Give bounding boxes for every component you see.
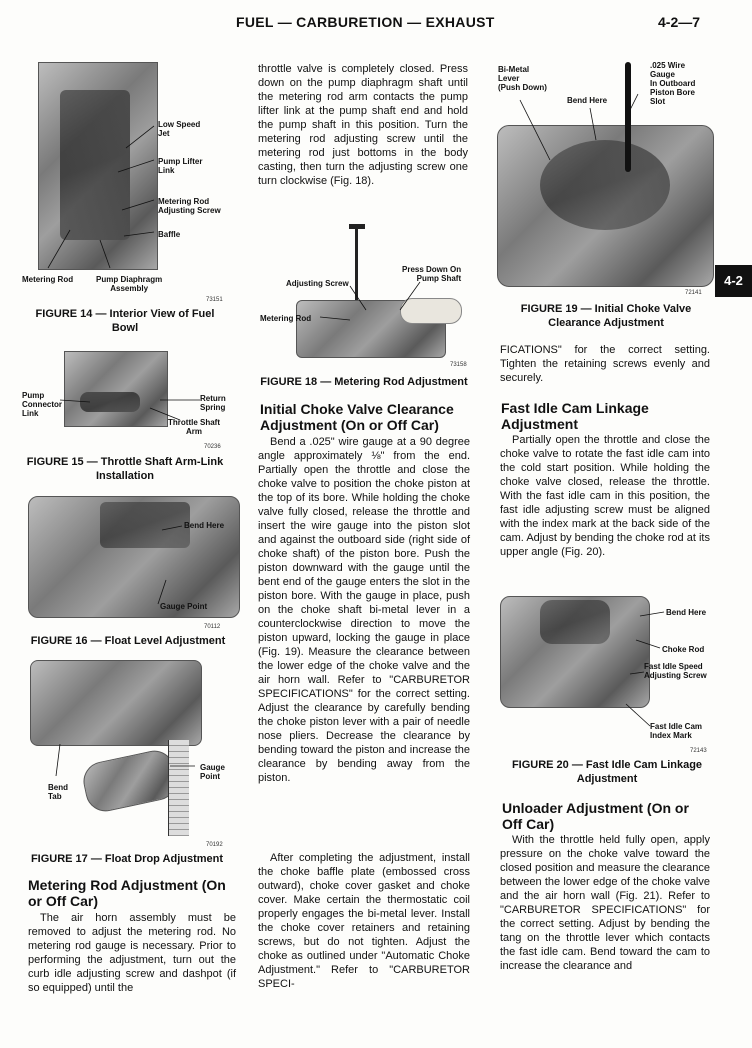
page-header xyxy=(0,14,752,38)
fig20-label-bend-here: Bend Here xyxy=(666,608,707,617)
fig17-number: 70192 xyxy=(206,842,223,848)
fig17-label-bend-tab: Bend Tab xyxy=(48,783,68,801)
fig16-label-gauge-point: Gauge Point xyxy=(160,602,208,611)
fig14-number: 73151 xyxy=(206,297,223,303)
fig19-number: 72141 xyxy=(685,290,702,296)
col3-paragraph-2: Partially open the throttle and close the choke valve to rotate the fast idle cam into the cold start position. While holding the choke valve closed, release the throttle. With the fast idle cam in this position, the fast idle adjusting screw must be aligned with the index mark at the back side of the cam. Adjust by bending the choke rod at its upper angle (Fig. 20). xyxy=(500,434,710,558)
fig18-label-metering-rod: Metering Rod xyxy=(260,314,312,323)
fig18-label-adjusting-screw: Adjusting Screw xyxy=(286,279,349,288)
figure-17-photo xyxy=(30,660,202,746)
col1-heading: Metering Rod Adjustment (On or Off Car) xyxy=(28,877,226,909)
fig15-caption: FIGURE 15 — Throttle Shaft Arm-Link Installation xyxy=(26,456,224,482)
fig14-label-baffle: Baffle xyxy=(158,230,181,239)
fig14-label-pump-diaphragm: Pump Diaphragm Assembly xyxy=(96,275,163,293)
figure-18-tool-handle xyxy=(349,224,365,229)
fig18-number: 73158 xyxy=(450,362,467,368)
fig14-caption: FIGURE 14 — Interior View of Fuel Bowl xyxy=(35,308,215,334)
fig19-label-bend-here: Bend Here xyxy=(567,96,608,105)
col3-paragraph-1: FICATIONS" for the correct setting. Tighten the retaining screws evenly and securely. xyxy=(500,344,710,384)
col2-paragraph-3: After completing the adjustment, install the choke baffle plate (embossed cross outward), choke cover gasket and choke cover. Make certain the thermostatic coil properly engages the bi-metal lever. Install the choke cover retainers and retaining screws, but do not tighten. Adjust the choke as outlined under "Automatic Choke Adjustment." Refer to "CARBURETOR SPECI- xyxy=(258,852,470,990)
section-tab: 4-2 xyxy=(715,265,752,297)
fig20-number: 72143 xyxy=(690,748,707,754)
fig19-label-wire-gauge: .025 Wire Gauge In Outboard Piston Bore Slot xyxy=(650,61,696,106)
fig17-caption: FIGURE 17 — Float Drop Adjustment xyxy=(30,853,224,865)
fig14-label-metering-rod: Metering Rod xyxy=(22,275,74,284)
fig16-number: 70112 xyxy=(204,624,221,630)
section-title: FUEL — CARBURETION — EXHAUST xyxy=(236,14,495,30)
fig16-caption: FIGURE 16 — Float Level Adjustment xyxy=(30,635,226,647)
col3-paragraph-3: With the throttle held fully open, apply pressure on the choke valve toward the closed position and measure the clearance between the lower edge of the choke valve and the air horn wall (Fig. 21). Refer to "CARBURETOR SPECIFICATIONS" for the correct setting. Adjust by bending the tang on the throttle lever which contacts the fast idle cam. Bend toward the cam to increase the clearance and xyxy=(500,834,710,972)
fig20-caption: FIGURE 20 — Fast Idle Cam Linkage Adjustment xyxy=(511,759,703,785)
fig18-caption: FIGURE 18 — Metering Rod Adjustment xyxy=(260,376,468,388)
fig14-label-pump-lifter-link: Pump Lifter Link xyxy=(158,157,203,175)
fig19-label-bimetal-lever: Bi-Metal Lever (Push Down) xyxy=(498,65,547,92)
fig20-label-choke-rod: Choke Rod xyxy=(662,645,705,654)
col2-paragraph-1: throttle valve is completely closed. Press down on the pump diaphragm shaft until the metering rod arm contacts the pump lifter link at the pump shaft end and hold the pump shaft in this position. Turn the metering rod adjusting screw until the metering rod just bottoms in the body casting, then turn the adjusting screw one turn clockwise (Fig. 18). xyxy=(258,63,468,187)
fig20-label-fast-idle-speed-screw: Fast Idle Speed Adjusting Screw xyxy=(644,662,707,680)
figure-14-leaders xyxy=(30,60,160,275)
fig15-label-pump-connector-link: Pump Connector Link xyxy=(22,391,62,418)
fig19-caption: FIGURE 19 — Initial Choke Valve Clearance Adjustment xyxy=(520,303,692,329)
fig17-label-gauge-point: Gauge Point xyxy=(200,763,225,781)
col3-heading-2: Unloader Adjustment (On or Off Car) xyxy=(502,800,689,832)
page-number: 4-2—7 xyxy=(658,14,701,30)
fig15-number: 70236 xyxy=(204,444,221,450)
fig14-label-low-speed-jet: Low Speed Jet xyxy=(158,120,201,138)
fig20-label-fast-idle-cam-index: Fast Idle Cam Index Mark xyxy=(650,722,703,740)
col2-paragraph-2: Bend a .025" wire gauge at a 90 degree angle approximately ⅛" from the end. Partially open the throttle and close the choke valve to position the choke piston at the top of its bore. While holding the choke valve fully closed, release the throttle and insert the wire gauge into the piston slot and against the outboard side (right side of choke shaft) of the piston bore. Push the piston downward with the gauge until the bent end of the gauge enters the slot in the piston bore. With the gauge in place, push on the choke shaft bi-metal lever in a counterclockwise direction to move the piston upward, locking the gauge in place (Fig. 19). Measure the clearance between the lower edge of the choke valve and the air horn wall. Refer to "CARBURETOR SPECIFICATIONS" for the correct setting. Adjust the clearance by carefully bending the choke piston lever with a pair of needle nose pliers. Decrease the clearance by bending toward the piston and increase the clearance by bending away from the piston. xyxy=(258,436,470,784)
fig15-label-return-spring: Return Spring xyxy=(200,394,226,412)
col3-heading-1: Fast Idle Cam Linkage Adjustment xyxy=(501,400,649,432)
fig16-label-bend-here: Bend Here xyxy=(184,521,225,530)
fig14-label-metering-rod-adjusting-screw: Metering Rod Adjusting Screw xyxy=(158,197,221,215)
col2-heading: Initial Choke Valve Clearance Adjustment (On or Off Car) xyxy=(260,401,454,433)
fig18-label-press-down: Press Down On Pump Shaft xyxy=(402,265,462,283)
fig15-label-throttle-shaft-arm: Throttle Shaft Arm xyxy=(168,418,220,436)
col1-text: The air horn assembly must be removed to adjust the metering rod. No metering rod gauge is necessary. Prior to performing the adjustment, turn out the curb idle adjusting screw and dashpot (if so equipped) until the xyxy=(28,912,236,994)
